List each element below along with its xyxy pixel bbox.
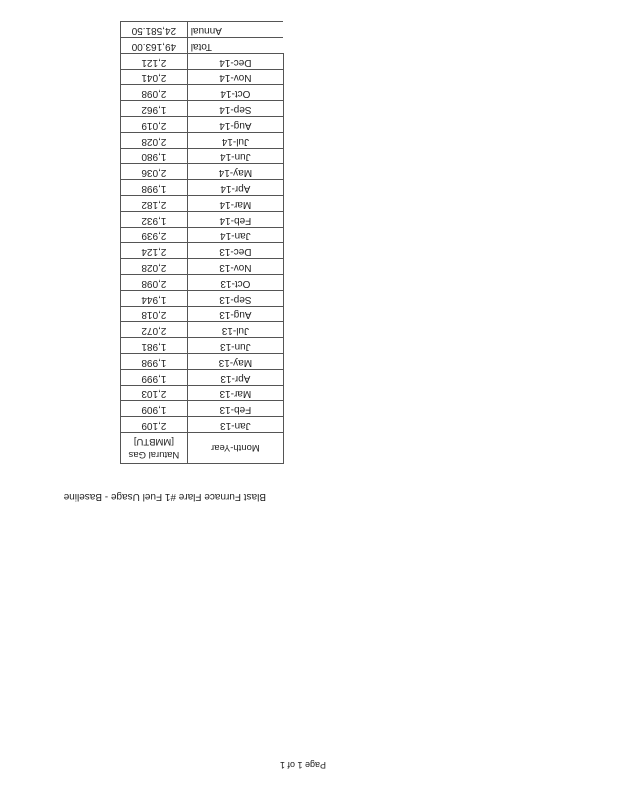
header-natural-gas-unit: [MMBTU] bbox=[133, 436, 174, 447]
month-cell: Mar-13 bbox=[187, 385, 283, 401]
table-row bbox=[121, 354, 284, 370]
month-cell: Aug-14 bbox=[187, 117, 283, 133]
month-cell: Apr-14 bbox=[187, 180, 283, 196]
table-row bbox=[121, 227, 284, 243]
natural-gas-cell: 1,998 bbox=[121, 354, 188, 370]
total-label: Total bbox=[187, 38, 283, 54]
month-cell: Jul-13 bbox=[187, 322, 283, 338]
month-cell: Jul-14 bbox=[187, 132, 283, 148]
fuel-usage-table bbox=[120, 21, 284, 464]
table-row bbox=[121, 211, 284, 227]
month-cell: Feb-14 bbox=[187, 211, 283, 227]
natural-gas-cell: 2,072 bbox=[121, 322, 188, 338]
table-row bbox=[121, 164, 284, 180]
table-header-row bbox=[121, 433, 284, 464]
natural-gas-cell: 1,962 bbox=[121, 101, 188, 117]
page-number: Page 1 of 1 bbox=[279, 760, 326, 770]
natural-gas-cell: 1,909 bbox=[121, 401, 188, 417]
table-row bbox=[121, 53, 284, 69]
natural-gas-cell: 2,028 bbox=[121, 132, 188, 148]
month-cell: Sep-14 bbox=[187, 101, 283, 117]
month-cell: Jan-13 bbox=[187, 417, 283, 433]
table-row bbox=[121, 180, 284, 196]
natural-gas-cell: 2,182 bbox=[121, 196, 188, 212]
header-natural-gas bbox=[121, 433, 188, 464]
annual-label: Annual bbox=[187, 22, 283, 38]
natural-gas-cell: 1,980 bbox=[121, 148, 188, 164]
natural-gas-cell: 2,098 bbox=[121, 85, 188, 101]
natural-gas-cell: 2,041 bbox=[121, 69, 188, 85]
natural-gas-cell: 2,036 bbox=[121, 164, 188, 180]
natural-gas-cell: 2,098 bbox=[121, 275, 188, 291]
table-row bbox=[121, 338, 284, 354]
natural-gas-cell: 2,103 bbox=[121, 385, 188, 401]
natural-gas-cell: 1,932 bbox=[121, 211, 188, 227]
table-caption: Blast Furnace Flare #1 Fuel Usage - Baseline bbox=[63, 491, 266, 502]
table-row bbox=[121, 85, 284, 101]
month-cell: Jun-14 bbox=[187, 148, 283, 164]
month-cell: Nov-13 bbox=[187, 259, 283, 275]
natural-gas-cell: 1,944 bbox=[121, 290, 188, 306]
table-row bbox=[121, 132, 284, 148]
month-cell: Apr-13 bbox=[187, 369, 283, 385]
natural-gas-cell: 2,939 bbox=[121, 227, 188, 243]
natural-gas-cell: 2,018 bbox=[121, 306, 188, 322]
natural-gas-cell: 1,998 bbox=[121, 180, 188, 196]
table-row bbox=[121, 259, 284, 275]
natural-gas-cell: 1,981 bbox=[121, 338, 188, 354]
table-row bbox=[121, 290, 284, 306]
natural-gas-cell: 2,109 bbox=[121, 417, 188, 433]
natural-gas-cell: 2,028 bbox=[121, 259, 188, 275]
month-cell: Nov-14 bbox=[187, 69, 283, 85]
table-row bbox=[121, 196, 284, 212]
natural-gas-cell: 2,019 bbox=[121, 117, 188, 133]
header-natural-gas-title: Natural Gas bbox=[128, 449, 180, 460]
table-row bbox=[121, 117, 284, 133]
natural-gas-cell: 2,121 bbox=[121, 53, 188, 69]
header-month: Month-Year bbox=[187, 433, 283, 464]
table-row bbox=[121, 275, 284, 291]
month-cell: Oct-14 bbox=[187, 85, 283, 101]
month-cell: Jun-13 bbox=[187, 338, 283, 354]
total-row bbox=[121, 38, 284, 54]
table-row bbox=[121, 148, 284, 164]
month-cell: Jan-14 bbox=[187, 227, 283, 243]
month-cell: Oct-13 bbox=[187, 275, 283, 291]
table-row bbox=[121, 369, 284, 385]
month-cell: Sep-13 bbox=[187, 290, 283, 306]
total-value: 49,163.00 bbox=[121, 38, 188, 54]
table-row bbox=[121, 69, 284, 85]
table-row bbox=[121, 322, 284, 338]
month-cell: Feb-13 bbox=[187, 401, 283, 417]
month-cell: Aug-13 bbox=[187, 306, 283, 322]
month-cell: Dec-13 bbox=[187, 243, 283, 259]
table-row bbox=[121, 306, 284, 322]
annual-row bbox=[121, 22, 284, 38]
table-row bbox=[121, 243, 284, 259]
month-cell: Dec-14 bbox=[187, 53, 283, 69]
natural-gas-cell: 1,999 bbox=[121, 369, 188, 385]
month-cell: Mar-14 bbox=[187, 196, 283, 212]
table-row bbox=[121, 101, 284, 117]
month-cell: May-13 bbox=[187, 354, 283, 370]
natural-gas-cell: 2,124 bbox=[121, 243, 188, 259]
table-row bbox=[121, 385, 284, 401]
annual-value: 24,581.50 bbox=[121, 22, 188, 38]
month-cell: May-14 bbox=[187, 164, 283, 180]
table-row bbox=[121, 401, 284, 417]
table-row bbox=[121, 417, 284, 433]
